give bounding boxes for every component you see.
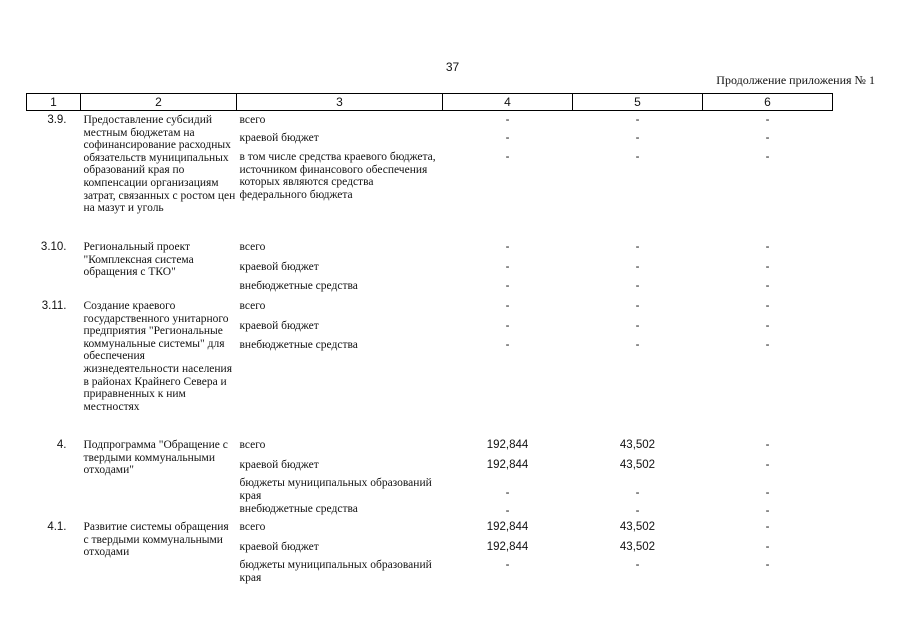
value-col-6 — [703, 238, 833, 258]
value-col-5 — [573, 297, 703, 317]
value-col-4 — [443, 556, 573, 584]
funding-sources-cell — [237, 238, 443, 297]
funding-source-label: всего — [239, 300, 266, 312]
value-col-6-text: - — [765, 559, 770, 571]
header-col-4: 4 — [443, 94, 573, 111]
value-col-4 — [443, 518, 573, 538]
value-col-5-text: 43,502 — [619, 541, 656, 553]
value-col-4 — [443, 148, 573, 238]
value-col-6-text: - — [765, 439, 770, 451]
table-header-row — [27, 94, 833, 111]
value-col-4-text: - — [505, 300, 510, 312]
row-number: 3.9. — [47, 114, 67, 126]
value-col-5-text: - — [635, 261, 640, 273]
value-col-5 — [573, 336, 703, 436]
value-col-6 — [703, 500, 833, 518]
value-col-6-text: - — [765, 114, 770, 126]
value-col-5 — [573, 500, 703, 518]
value-col-6-text: - — [765, 320, 770, 332]
value-col-5-text: 43,502 — [619, 459, 656, 471]
funding-source-label: краевой бюджет — [239, 261, 319, 273]
value-col-4 — [443, 238, 573, 258]
value-col-4 — [443, 336, 573, 436]
value-col-4 — [443, 456, 573, 474]
budget-table — [26, 93, 833, 584]
funding-sources-cell — [237, 297, 443, 436]
table-row — [27, 436, 833, 518]
value-col-4-text: 192,844 — [486, 459, 529, 471]
value-col-6 — [703, 556, 833, 584]
value-col-6 — [703, 436, 833, 456]
funding-source-label: краевой бюджет — [239, 459, 319, 471]
value-col-6 — [703, 474, 833, 500]
value-col-4 — [443, 258, 573, 277]
value-col-6-text: - — [765, 132, 770, 144]
column-6-values — [703, 297, 833, 436]
row-number: 3.11. — [41, 300, 67, 312]
value-col-5-text: - — [635, 280, 640, 292]
value-col-5-text: - — [635, 114, 640, 126]
column-4-values — [443, 297, 573, 436]
value-col-4-text: - — [505, 114, 510, 126]
value-col-5-text: - — [635, 559, 640, 571]
value-col-4 — [443, 277, 573, 297]
value-col-5-text: - — [635, 487, 640, 500]
value-col-4 — [443, 297, 573, 317]
value-col-5-text: - — [635, 300, 640, 312]
column-4-values — [443, 238, 573, 297]
value-col-4-text: - — [505, 151, 510, 163]
value-col-4-text: 192,844 — [486, 439, 529, 451]
column-4-values — [443, 518, 573, 584]
value-col-6-text: - — [765, 151, 770, 163]
value-col-4-text: - — [505, 487, 510, 500]
value-col-6 — [703, 129, 833, 148]
value-col-4 — [443, 436, 573, 456]
value-col-6-text: - — [765, 241, 770, 253]
row-number: 3.10. — [40, 241, 67, 253]
value-col-6-text: - — [765, 261, 770, 273]
table-row — [27, 518, 833, 584]
value-col-4-text: - — [505, 132, 510, 144]
value-col-4-text: - — [505, 559, 510, 571]
column-5-values — [573, 111, 703, 239]
row-name: Подпрограмма "Обращение с твердыми коммунальными отходами" — [83, 439, 228, 477]
value-col-5-text: - — [635, 151, 640, 163]
header-col-6: 6 — [703, 94, 833, 111]
value-col-6-text: - — [765, 339, 770, 351]
value-col-6-text: - — [765, 521, 770, 533]
value-col-6 — [703, 258, 833, 277]
value-col-5-text: - — [635, 320, 640, 332]
value-col-4-text: 192,844 — [486, 541, 529, 553]
value-col-5-text: - — [635, 132, 640, 144]
value-col-4 — [443, 474, 573, 500]
value-col-6 — [703, 336, 833, 436]
value-col-4-text: - — [505, 320, 510, 332]
value-col-6 — [703, 148, 833, 238]
value-col-4-text: - — [505, 505, 510, 518]
value-col-6 — [703, 297, 833, 317]
column-5-values — [573, 518, 703, 584]
table-row — [27, 297, 833, 436]
value-col-4 — [443, 317, 573, 336]
header-col-2: 2 — [81, 94, 237, 111]
value-col-6 — [703, 456, 833, 474]
funding-source-label: краевой бюджет — [239, 132, 319, 144]
header-col-1: 1 — [27, 94, 81, 111]
value-col-4-text: - — [505, 241, 510, 253]
funding-source-label: краевой бюджет — [239, 320, 319, 332]
funding-sources-cell — [237, 436, 443, 518]
appendix-continuation-label: Продолжение приложения № 1 — [716, 73, 875, 87]
value-col-5 — [573, 277, 703, 297]
header-col-3: 3 — [237, 94, 443, 111]
column-6-values — [703, 518, 833, 584]
value-col-5 — [573, 474, 703, 500]
value-col-6-text: - — [765, 505, 770, 518]
value-col-5 — [573, 148, 703, 238]
row-number: 4. — [56, 439, 67, 451]
column-5-values — [573, 297, 703, 436]
column-5-values — [573, 238, 703, 297]
value-col-4 — [443, 500, 573, 518]
funding-source-label: всего — [239, 114, 266, 126]
funding-source-label: бюджеты муниципальных образований края — [239, 559, 432, 584]
funding-sources-cell — [237, 111, 443, 239]
column-4-values — [443, 436, 573, 518]
row-name: Создание краевого государственного унитарного предприятия "Региональные коммунальные системы" для обеспечения жизнедеятельности населения в районах Крайнего Севера и приравненных к ним местностях — [83, 300, 233, 413]
value-col-6 — [703, 111, 833, 129]
row-name: Предоставление субсидий местным бюджетам на софинансирование расходных обязательств муниципальных образований края по компенсации организациям затрат, связанных с ростом цен на мазут и уголь — [83, 114, 236, 215]
value-col-4 — [443, 129, 573, 148]
value-col-5 — [573, 238, 703, 258]
value-col-6 — [703, 277, 833, 297]
value-col-6 — [703, 538, 833, 556]
funding-source-label: всего — [239, 241, 266, 253]
funding-source-label: всего — [239, 439, 266, 451]
table-row — [27, 238, 833, 297]
value-col-6 — [703, 317, 833, 336]
column-5-values — [573, 436, 703, 518]
value-col-5-text: 43,502 — [619, 439, 656, 451]
column-4-values — [443, 111, 573, 239]
row-name: Развитие системы обращения с твердыми коммунальными отходами — [83, 521, 229, 559]
funding-source-label: краевой бюджет — [239, 541, 319, 553]
value-col-5-text: 43,502 — [619, 521, 656, 533]
column-6-values — [703, 111, 833, 239]
value-col-6-text: - — [765, 459, 770, 471]
row-name: Региональный проект "Комплексная система обращения с ТКО" — [83, 241, 194, 279]
value-col-5 — [573, 317, 703, 336]
value-col-4-text: - — [505, 280, 510, 292]
value-col-5-text: - — [635, 339, 640, 351]
value-col-4-text: - — [505, 261, 510, 273]
value-col-5 — [573, 556, 703, 584]
funding-source-label: всего — [239, 521, 266, 533]
page-number: 37 — [445, 60, 460, 74]
value-col-5 — [573, 258, 703, 277]
value-col-5 — [573, 518, 703, 538]
funding-source-label: в том числе средства краевого бюджета, источником финансового обеспечения которых являются средства федерального бюджета — [239, 151, 436, 201]
header-col-5: 5 — [573, 94, 703, 111]
table-row — [27, 111, 833, 239]
value-col-5 — [573, 129, 703, 148]
funding-source-label: бюджеты муниципальных образований края — [239, 477, 432, 502]
funding-source-label: внебюджетные средства — [239, 280, 358, 292]
value-col-4-text: - — [505, 339, 510, 351]
value-col-6-text: - — [765, 280, 770, 292]
value-col-6 — [703, 518, 833, 538]
value-col-5-text: - — [635, 505, 640, 518]
value-col-6-text: - — [765, 541, 770, 553]
row-number: 4.1. — [47, 521, 67, 533]
funding-source-label: внебюджетные средства — [239, 339, 358, 351]
value-col-4 — [443, 111, 573, 129]
column-6-values — [703, 238, 833, 297]
column-6-values — [703, 436, 833, 518]
value-col-4-text: 192,844 — [486, 521, 529, 533]
value-col-4 — [443, 538, 573, 556]
value-col-6-text: - — [765, 487, 770, 500]
table-body — [27, 111, 833, 585]
value-col-5 — [573, 456, 703, 474]
value-col-5-text: - — [635, 241, 640, 253]
value-col-5 — [573, 436, 703, 456]
value-col-5 — [573, 538, 703, 556]
funding-source-label: внебюджетные средства — [239, 503, 358, 515]
funding-sources-cell — [237, 518, 443, 584]
value-col-6-text: - — [765, 300, 770, 312]
value-col-5 — [573, 111, 703, 129]
